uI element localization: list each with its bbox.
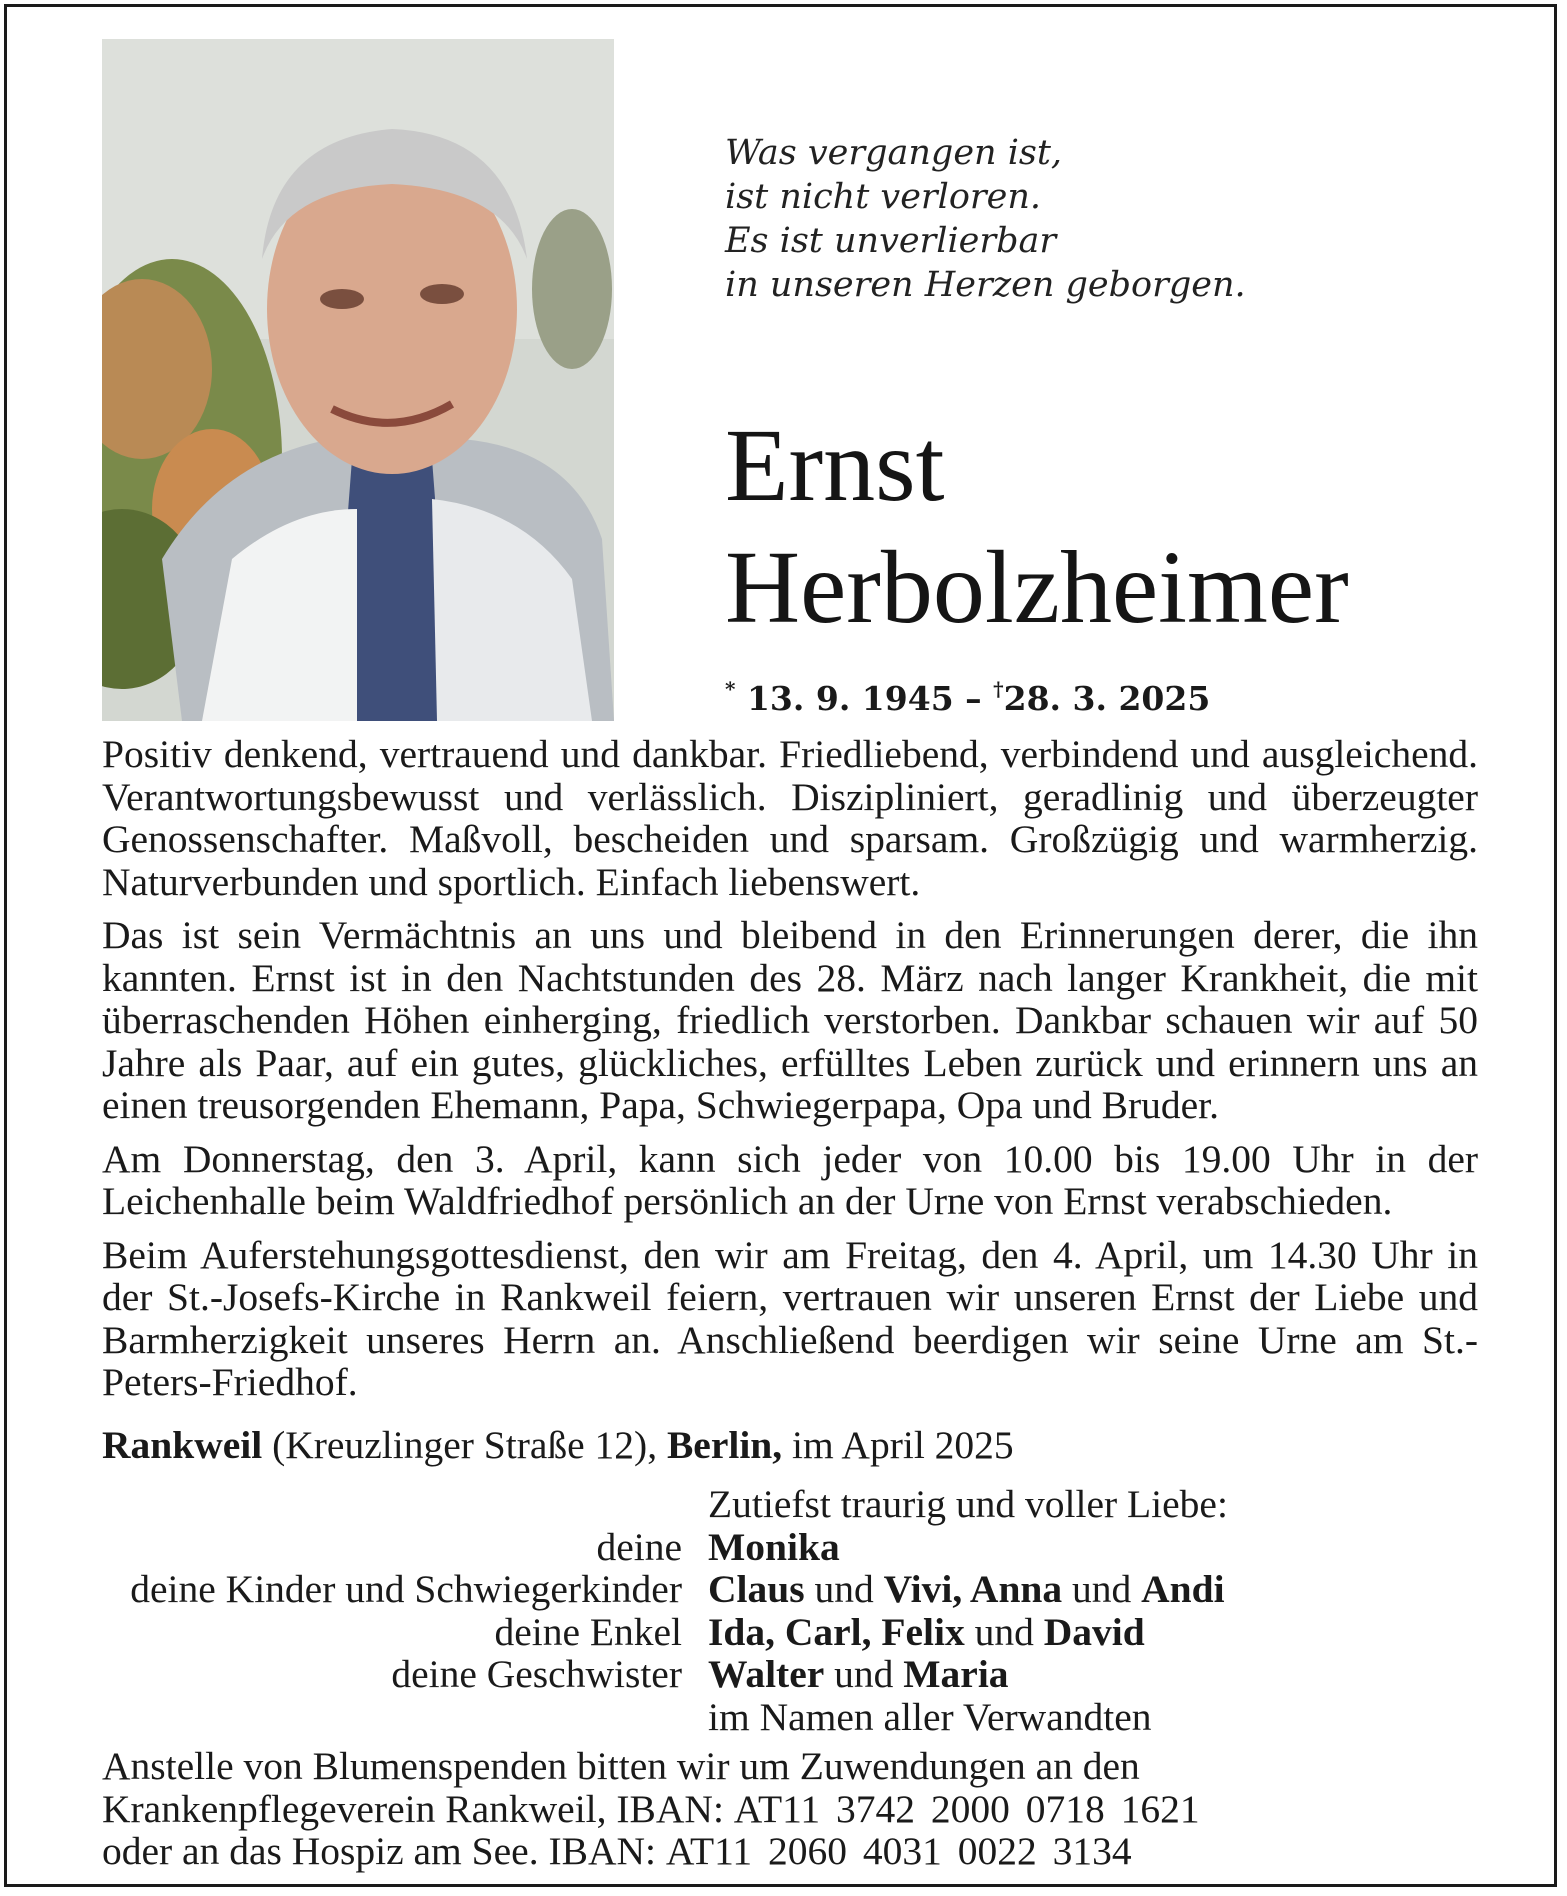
obituary-text — [102, 733, 1478, 1415]
deceased-name — [725, 405, 1349, 649]
death-date: 28. 3. 2025 — [1003, 679, 1211, 718]
donation-line — [102, 1788, 1200, 1831]
signoff-outro: im Namen aller Verwandten — [708, 1694, 1152, 1739]
signoff-intro-row — [102, 1483, 1502, 1526]
paragraph: Beim Auferstehungsgottesdienst, den wir am Freitag, den 4. April, um 14.30 Uhr in der St.-Josefs-Kirche in Rankweil feiern, vertrauen wir unseren Ernst der Liebe und Barmherzigkeit unseres Herrn an. Anschließend beerdigen wir seine Urne am St.-Peters-Friedhof. — [102, 1232, 1478, 1404]
life-dates — [725, 667, 1210, 721]
iban-label: IBAN: — [548, 1829, 656, 1873]
mourner-name: Maria — [903, 1652, 1009, 1696]
first-name: Ernst — [725, 408, 945, 523]
mourner-name: David — [1043, 1609, 1145, 1654]
mourner-row — [102, 1526, 1502, 1569]
iban-2: AT11 2060 4031 0022 3134 — [665, 1829, 1132, 1873]
date-separator: – — [965, 679, 982, 718]
mourner-name: Vivi, Anna — [883, 1567, 1063, 1611]
recipient-1: Krankenpflegeverein Rankweil, — [102, 1786, 617, 1831]
quote-line: Was vergangen ist, — [725, 133, 1063, 173]
donation-note — [102, 1745, 1200, 1873]
born-symbol: * — [725, 677, 736, 701]
mourner-row — [102, 1653, 1502, 1696]
city-rankweil: Rankweil — [102, 1423, 263, 1467]
conjunction: und — [824, 1652, 904, 1696]
conjunction: und — [804, 1567, 884, 1611]
relation-label: deine Geschwister — [391, 1652, 682, 1696]
signoff-outro-row — [102, 1696, 1502, 1739]
paragraph: Am Donnerstag, den 3. April, kann sich jeder von 10.00 bis 19.00 Uhr in der Leichenhalle beim Waldfriedhof persönlich an der Urne von Ernst verabschieden. — [102, 1136, 1478, 1223]
paragraph: Positiv denkend, vertrauend und dankbar. Friedliebend, verbindend und ausgleichend. Verantwortungsbewusst und verlässlich. Diszipliniert, geradlinig und überzeugter Genossenschafter. Maßvoll, bescheiden und sparsam. Großzügig und warmherzig. Naturverbunden und sportlich. Einfach liebenswert. — [102, 732, 1478, 904]
paragraph: Das ist sein Vermächtnis an uns und bleibend in den Erinnerungen derer, die ihn kannten. Ernst ist in den Nachtstunden des 28. März nach langer Krankheit, die mit überraschenden Höhen einherging, friedlich verstorben. Dankbar schauen wir auf 50 Jahre als Paar, auf ein gutes, glückliches, erfülltes Leben zurück und erinnern uns an einen treusorgenden Ehemann, Papa, Schwiegerpapa, Opa und Bruder. — [102, 913, 1478, 1127]
place-and-date — [102, 1423, 1014, 1467]
address: (Kreuzlinger Straße 12), — [262, 1423, 667, 1467]
relation-label: deine Enkel — [494, 1609, 682, 1654]
obituary-card — [4, 4, 1557, 1887]
conjunction: und — [964, 1609, 1044, 1654]
quote-line: ist nicht verloren. — [725, 177, 1042, 217]
birth-date: 13. 9. 1945 — [746, 679, 954, 718]
mourner-name: Monika — [708, 1524, 840, 1569]
mourner-row — [102, 1611, 1502, 1654]
month-year: im April 2025 — [782, 1423, 1014, 1467]
relation-label: deine — [596, 1524, 682, 1569]
mourner-name: Walter — [708, 1652, 825, 1696]
mourner-name: Claus — [708, 1567, 805, 1611]
iban-label: IBAN: — [616, 1786, 724, 1831]
relation-label: deine Kinder und Schwiegerkinder — [130, 1567, 682, 1611]
quote-line: Es ist unverlierbar — [725, 221, 1057, 261]
mourner-name: Ida, Carl, Felix — [708, 1609, 965, 1654]
memorial-quote — [725, 131, 1285, 307]
mourner-row — [102, 1568, 1502, 1611]
recipient-2: oder an das Hospiz am See. — [102, 1829, 549, 1873]
iban-1: AT11 3742 2000 0718 1621 — [733, 1786, 1200, 1831]
signoff-intro: Zutiefst traurig und voller Liebe: — [708, 1482, 1228, 1526]
conjunction: und — [1062, 1567, 1142, 1611]
portrait-photo — [102, 39, 614, 721]
donation-line — [102, 1830, 1200, 1873]
quote-line: in unseren Herzen geborgen. — [725, 265, 1246, 305]
mourner-name: Andi — [1141, 1567, 1225, 1611]
donation-line: Anstelle von Blumenspenden bitten wir um Zuwendungen an den — [102, 1744, 1140, 1788]
died-symbol: † — [993, 677, 1004, 701]
city-berlin: Berlin, — [666, 1423, 783, 1467]
mourners-list — [102, 1483, 1502, 1738]
last-name: Herbolzheimer — [725, 530, 1349, 645]
